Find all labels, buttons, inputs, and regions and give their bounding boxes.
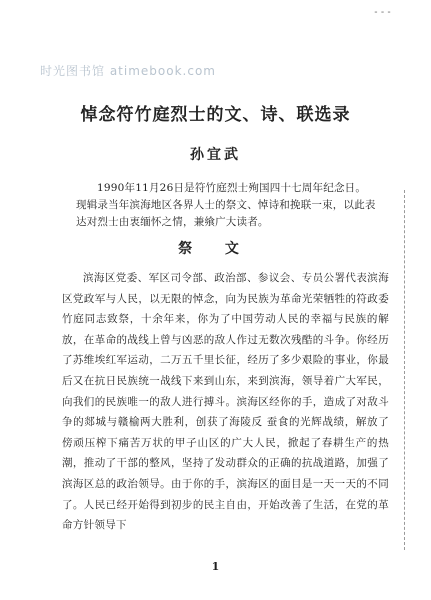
scan-corner-marks: ⁃ ⁃ ⁃ [373, 8, 391, 17]
page-number: 1 [211, 560, 220, 573]
page-title: 悼念符竹庭烈士的文、诗、联选录 [80, 105, 351, 125]
author-name: 孙宜武 [190, 147, 241, 163]
preface [76, 180, 376, 231]
watermark: 时光图书馆 atimebook.com [40, 64, 216, 78]
body-paragraph: 滨海区党委、军区司令部、政治部、参议会、专员公署代表滨海区党政军与人民，以无限的悼念，向为民族为革命光荣牺牲的符政委竹庭同志致祭，十余年来，你为了中国劳动人民的幸福与民族的解放，在革命的战线上曾与凶恶的敌人作过无数次残酷的斗争。你经历了苏维埃红军运动，二万五千里长征，经历了多少艰险的事业，你最后又在抗日民族统一战线下来到山东，来到滨海，领导着广大军民，向我们的民族唯一的敌人进行搏斗。滨海区经你的手，造成了对敌斗争的郯城与赣榆两大胜利，创获了海陵反 蚕食的光辉战绩，解放了傍顽压榨下痛苦万状的甲子山区的广大人民，掀起了春耕生产的热潮，推动了干部的整风，坚持了发动群众的正确的抗战道路，加强了滨海区总的政治领导。由于你的手，滨海区的面目是一天一天的不同了。人民已经开始得到初步的民主自由，开始改善了生活，在党的革命方针领导下 [62, 272, 389, 532]
scan-edge-mark [402, 190, 405, 550]
body-text [62, 268, 389, 536]
preface-paragraph: 1990年11月26日是符竹庭烈士殉国四十七周年纪念日。现辑录当年滨海地区各界人士的祭文、悼诗和挽联一束，以此表达对烈士由衷缅怀之情，兼飨广大读者。 [76, 182, 376, 228]
section-title: 祭 文 [178, 241, 253, 257]
